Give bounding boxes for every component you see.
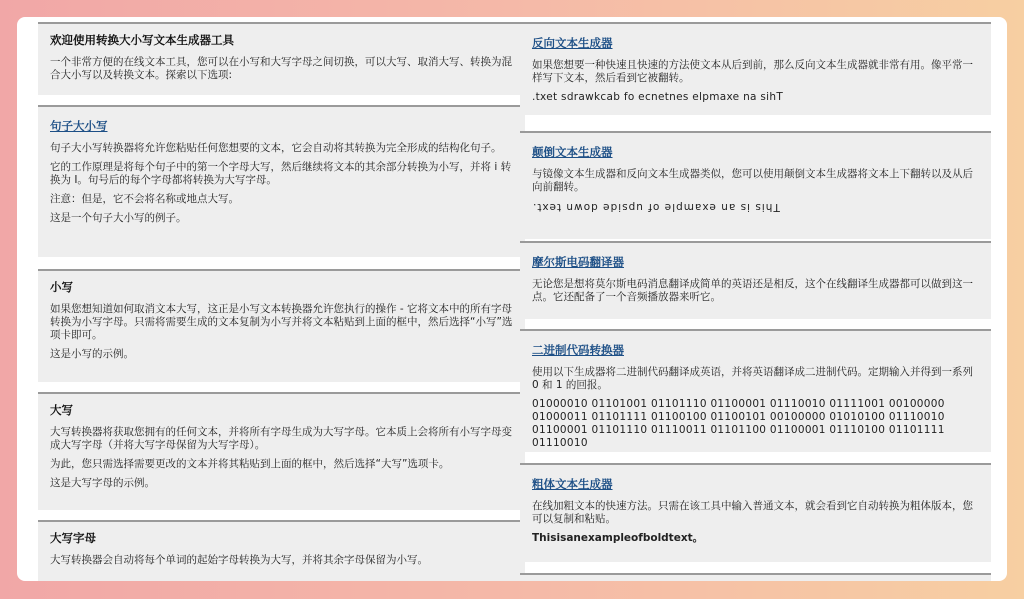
card-example: 01000010 01101001 01101110 01100001 01110010 01111001 00100000 01000011 01101111 01100100 01100101 00100000 01010100 01110010 01100001 01101110 01110011 01101100 01100001 01110100 01101111 01110010 (532, 398, 945, 449)
binary-link[interactable]: 二进制代码转换器 (532, 343, 624, 357)
card-title: 小写 (50, 280, 73, 294)
welcome-card (38, 22, 525, 95)
upside-down-link[interactable]: 颠倒文本生成器 (532, 145, 613, 159)
card-text: 在线加粗文本的快速方法。只需在该工具中输入普通文本，就会看到它自动转换为粗体版本，您可以复制和粘贴。 (532, 500, 973, 525)
card-text: 大写转换器将获取您拥有的任何文本，并将所有字母生成为大写字母。它本质上会将所有小写字母变成大写字母（并将大写字母保留为大写字母）。 (50, 426, 512, 451)
flipped-example: This is an example of upside down text. (532, 201, 780, 213)
card-title: 大写 (50, 403, 73, 417)
upside-down-card (520, 131, 991, 239)
card-text: 如果您想知道如何取消文本大写，这正是小写文本转换器允许您执行的操作 - 它将文本中的所有字母转换为小写字母。只需将需要生成的文本复制为小写并将文本粘贴到上面的框中，然后选择“小写”选项卡即可。 (50, 303, 513, 341)
card-example: 这是小写的示例。 (50, 348, 134, 360)
bold-text-card (520, 463, 991, 562)
card-text: 注意：但是，它不会将名称或地点大写。 (50, 193, 239, 205)
binary-card (520, 329, 991, 452)
card-text: 大写转换器会自动将每个单词的起始字母转换为大写，并将其余字母保留为小写。 (50, 554, 428, 566)
card-text: 它的工作原理是将每个句子中的第一个字母大写，然后继续将文本的其余部分转换为小写，并将 i 转换为 I。句号后的每个字母都将转换为大写字母。 (50, 161, 512, 186)
card-title: 欢迎使用转换大小写文本生成器工具 (50, 33, 234, 47)
morse-card (520, 241, 991, 319)
card-text: 为此，您只需选择需要更改的文本并将其粘贴到上面的框中，然后选择“大写”选项卡。 (50, 458, 450, 470)
reverse-text-card (520, 22, 991, 115)
card-example: .txet sdrawkcab fo ecnetnes elpmaxe na sihT (532, 91, 784, 103)
card-title: 大写字母 (50, 531, 96, 545)
card-text: 如果您想要一种快速且快速的方法使文本从后到前，那么反向文本生成器就非常有用。像平常一样写下文本，然后看到它被翻转。 (532, 59, 973, 84)
card-text: 使用以下生成器将二进制代码翻译成英语，并将英语翻译成二进制代码。定期输入并得到一系列 0 和 1 的回报。 (532, 366, 973, 391)
reverse-text-link[interactable]: 反向文本生成器 (532, 36, 613, 50)
card-example: 这是大写字母的示例。 (50, 477, 155, 489)
card-text: 与镜像文本生成器和反向文本生成器类似，您可以使用颠倒文本生成器将文本上下翻转以及从后向前翻转。 (532, 168, 973, 193)
card-example: 这是一个句子大小写的例子。 (50, 212, 187, 224)
content-frame (17, 17, 1007, 581)
sentence-case-card (38, 105, 525, 257)
capitalized-card (38, 520, 525, 581)
lowercase-card (38, 269, 525, 382)
bold-text-link[interactable]: 粗体文本生成器 (532, 477, 613, 491)
next-card (520, 573, 991, 581)
card-example: Thisisanexampleofboldtext。 (532, 532, 704, 544)
sentence-case-link[interactable]: 句子大小写 (50, 119, 108, 133)
card-text: 无论您是想将莫尔斯电码消息翻译成简单的英语还是相反，这个在线翻译生成器都可以做到这一点。它还配备了一个音频播放器来听它。 (532, 278, 973, 303)
card-text: 句子大小写转换器将允许您粘贴任何您想要的文本，它会自动将其转换为完全形成的结构化句子。 (50, 142, 502, 154)
card-example (532, 200, 979, 213)
morse-link[interactable]: 摩尔斯电码翻译器 (532, 255, 624, 269)
card-text: 一个非常方便的在线文本工具，您可以在小写和大写字母之间切换，可以大写、取消大写、转换为混合大小写以及转换文本。探索以下选项: (50, 56, 512, 81)
uppercase-card (38, 392, 525, 510)
